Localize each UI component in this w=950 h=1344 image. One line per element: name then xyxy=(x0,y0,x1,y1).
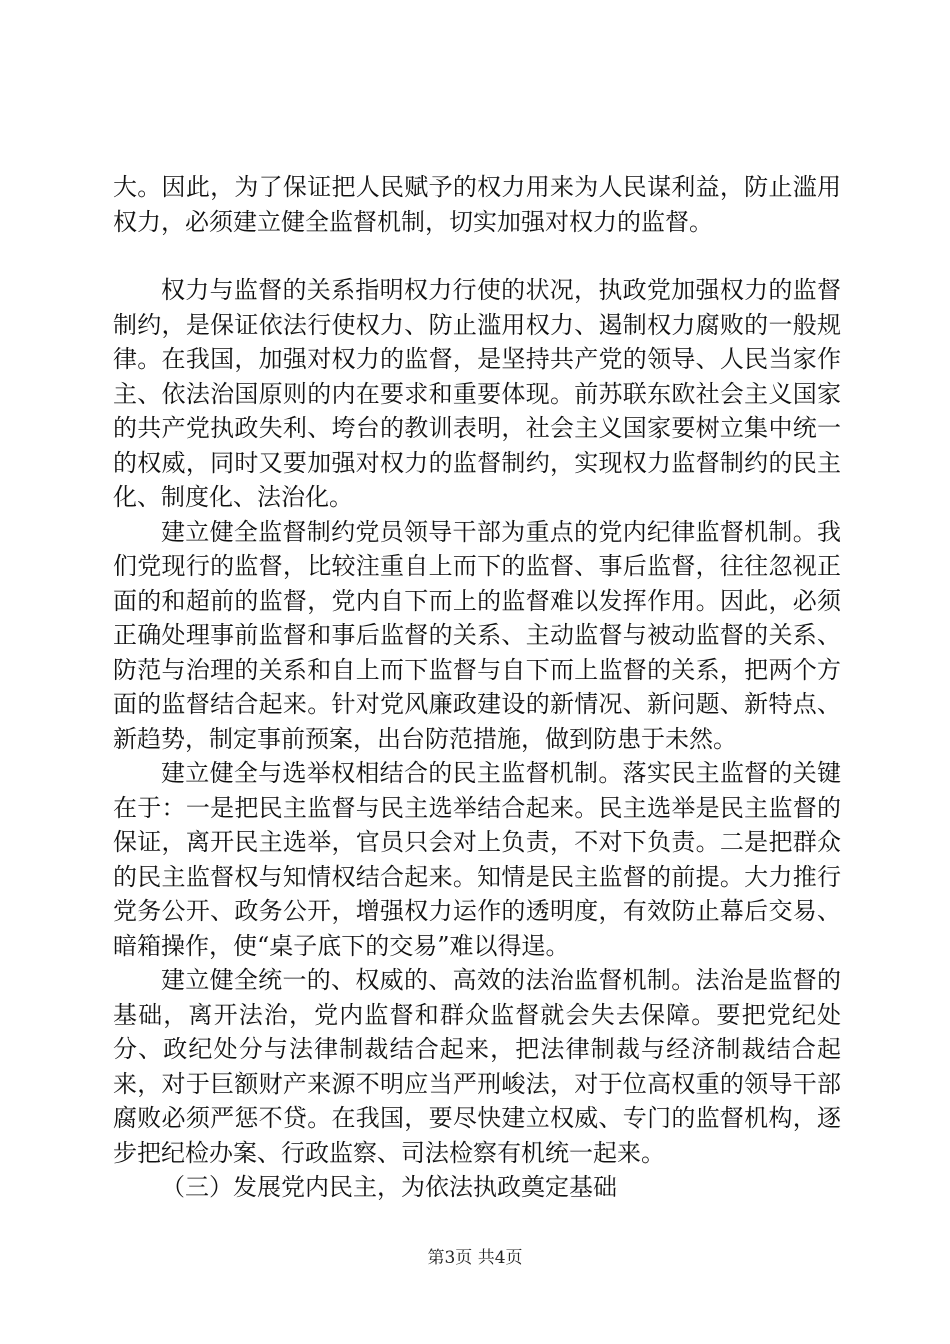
paragraph-party-discipline: 建立健全监督制约党员领导干部为重点的党内纪律监督机制。我们党现行的监督，比较注重自上而下的监督、事后监督，往往忽视正面的和超前的监督，党内自下而上的监督难以发挥作用。因此，必须正确处理事前监督和事后监督的关系、主动监督与被动监督的关系、防范与治理的关系和自上而下监督与自下而上监督的关系，把两个方面的监督结合起来。针对党风廉政建设的新情况、新问题、新特点、新趋势，制定事前预案，出台防范措施，做到防患于未然。 xyxy=(113,517,841,753)
paragraph-continuation: 大。因此，为了保证把人民赋予的权力用来为人民谋利益，防止滥用权力，必须建立健全监督机制，切实加强对权力的监督。 xyxy=(113,173,841,236)
paragraph-rule-of-law: 建立健全统一的、权威的、高效的法治监督机制。法治是监督的基础，离开法治，党内监督和群众监督就会失去保障。要把党纪处分、政纪处分与法律制裁结合起来，把法律制裁与经济制裁结合起来，对于巨额财产来源不明应当严刑峻法，对于位高权重的领导干部腐败必须严惩不贷。在我国，要尽快建立权威、专门的监督机构，逐步把纪检办案、行政监察、司法检察有机统一起来。 xyxy=(113,966,841,1167)
section-heading: （三）发展党内民主，为依法执政奠定基础 xyxy=(161,1173,617,1201)
page-footer: 第3页 共4页 xyxy=(427,1248,523,1268)
paragraph-power-supervision: 权力与监督的关系指明权力行使的状况，执政党加强权力的监督制约，是保证依法行使权力、防止滥用权力、遏制权力腐败的一般规律。在我国，加强对权力的监督，是坚持共产党的领导、人民当家作主、依法治国原则的内在要求和重要体现。前苏联东欧社会主义国家的共产党执政失利、垮台的教训表明，社会主义国家要树立集中统一的权威，同时又要加强对权力的监督制约，实现权力监督制约的民主化、制度化、法治化。 xyxy=(113,276,841,511)
paragraph-democratic-supervision: 建立健全与选举权相结合的民主监督机制。落实民主监督的关键在于：一是把民主监督与民主选举结合起来。民主选举是民主监督的保证，离开民主选举，官员只会对上负责，不对下负责。二是把群众的民主监督权与知情权结合起来。知情是民主监督的前提。大力推行党务公开、政务公开，增强权力运作的透明度，有效防止幕后交易、暗箱操作，使“桌子底下的交易”难以得逞。 xyxy=(113,759,841,960)
document-body xyxy=(113,170,841,1205)
